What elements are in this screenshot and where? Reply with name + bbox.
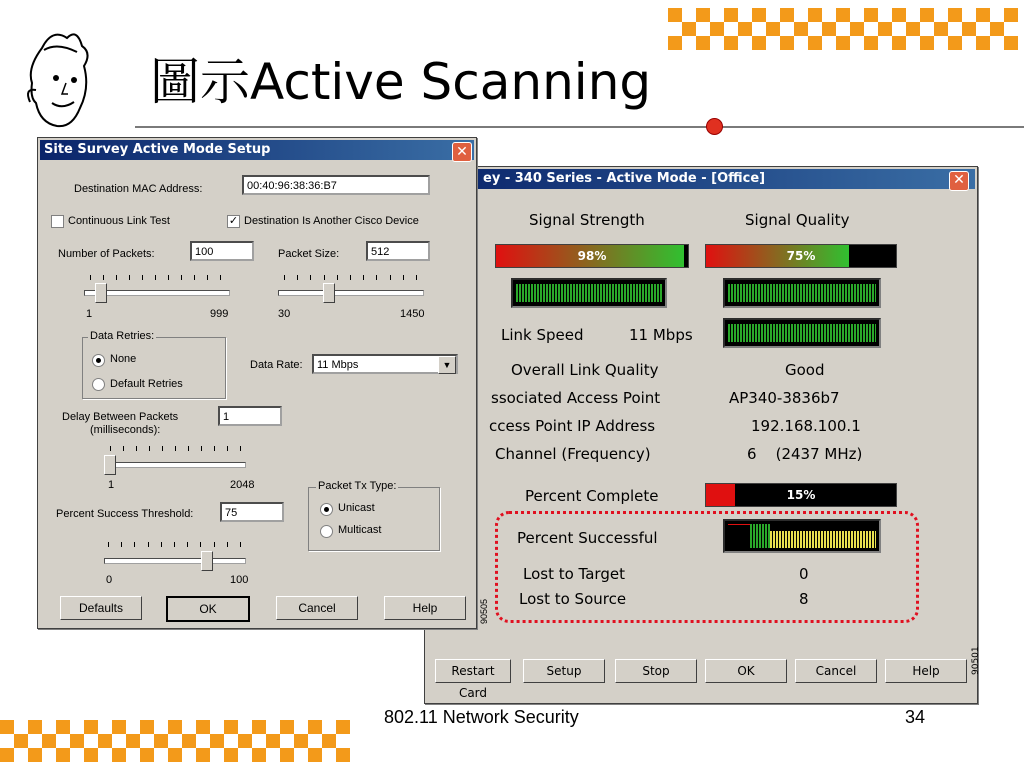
checker-square	[808, 36, 822, 50]
slider-tick	[90, 275, 91, 280]
link-speed-label: Link Speed	[501, 326, 584, 344]
delay-field[interactable]: 1	[218, 406, 282, 426]
packet-size-label: Packet Size:	[278, 248, 340, 260]
checker-square	[238, 734, 252, 748]
setup-button[interactable]: Setup	[523, 659, 605, 683]
checker-square	[878, 22, 892, 36]
restart-card-button[interactable]: Restart Card	[435, 659, 511, 683]
slider-tick	[116, 275, 117, 280]
figure-id-survey: 90501	[971, 646, 981, 675]
percent-complete-bar: 15%	[705, 483, 897, 507]
associated-ap-label: ssociated Access Point	[491, 389, 661, 407]
delay-slider-ticks	[110, 446, 240, 452]
ok-button[interactable]: OK	[166, 596, 250, 622]
slider-tick	[350, 275, 351, 280]
link-speed-meter	[723, 318, 881, 348]
signal-strength-bar: 98%	[495, 244, 689, 268]
cancel-button[interactable]: Cancel	[795, 659, 877, 683]
close-icon[interactable]: ✕	[949, 171, 969, 191]
checker-square	[140, 748, 154, 762]
slide-footer: 802.11 Network Security	[384, 707, 579, 727]
checker-square	[668, 8, 682, 22]
checker-square	[28, 748, 42, 762]
checker-square	[112, 720, 126, 734]
associated-ap-value: AP340-3836b7	[729, 389, 840, 407]
checker-square	[780, 8, 794, 22]
checker-square	[738, 22, 752, 36]
slider-tick	[214, 446, 215, 451]
delay-label-2: (milliseconds):	[90, 424, 161, 436]
setup-titlebar: Site Survey Active Mode Setup	[40, 140, 474, 160]
checker-square	[1004, 36, 1018, 50]
checker-square	[42, 734, 56, 748]
survey-titlebar: ey - 340 Series - Active Mode - [Office]	[427, 169, 975, 189]
checker-square	[906, 22, 920, 36]
ap-ip-label: ccess Point IP Address	[489, 417, 656, 435]
checker-square	[168, 748, 182, 762]
dest-cisco-label: Destination Is Another Cisco Device	[244, 215, 419, 227]
slider-tick	[175, 446, 176, 451]
checker-square	[126, 734, 140, 748]
retries-none-radio[interactable]	[92, 354, 105, 367]
checker-square	[724, 8, 738, 22]
checker-square	[682, 22, 696, 36]
signal-strength-meter	[511, 278, 667, 308]
checker-square	[892, 36, 906, 50]
lost-target-value: 0	[799, 565, 809, 583]
active-mode-window	[424, 166, 981, 704]
checker-square	[808, 8, 822, 22]
signal-quality-label: Signal Quality	[745, 211, 850, 229]
checker-square	[892, 8, 906, 22]
checker-square	[210, 734, 224, 748]
percent-successful-label: Percent Successful	[517, 529, 658, 547]
chevron-down-icon[interactable]: ▼	[438, 356, 456, 374]
tx-type-group	[308, 487, 440, 551]
slider-tick	[363, 275, 364, 280]
threshold-slider-track	[104, 558, 246, 564]
slider-tick	[188, 446, 189, 451]
checker-square	[98, 734, 112, 748]
checker-square	[864, 8, 878, 22]
slider-tick	[168, 275, 169, 280]
checker-square	[780, 36, 794, 50]
checker-square	[948, 36, 962, 50]
checker-square	[266, 734, 280, 748]
checker-square	[294, 734, 308, 748]
signal-quality-meter	[723, 278, 881, 308]
slider-tick	[129, 275, 130, 280]
checker-square	[794, 22, 808, 36]
packets-min-label: 1	[86, 308, 93, 320]
slider-tick	[181, 275, 182, 280]
title-underline	[135, 126, 1024, 128]
help-button[interactable]: Help	[384, 596, 466, 620]
slider-tick	[201, 446, 202, 451]
slider-tick	[142, 275, 143, 280]
help-button[interactable]: Help	[885, 659, 967, 683]
checker-square	[308, 720, 322, 734]
slider-tick	[121, 542, 122, 547]
size-slider-track	[278, 290, 424, 296]
checker-square	[724, 36, 738, 50]
checker-square	[1004, 8, 1018, 22]
percent-successful-meter	[723, 519, 881, 553]
slider-tick	[187, 542, 188, 547]
signal-quality-bar: 75%	[705, 244, 897, 268]
threshold-field[interactable]: 75	[220, 502, 284, 522]
checker-square	[864, 36, 878, 50]
slider-tick	[134, 542, 135, 547]
checker-square	[252, 720, 266, 734]
lost-source-value: 8	[799, 590, 809, 608]
tx-multicast-radio[interactable]	[320, 525, 333, 538]
checker-square	[920, 8, 934, 22]
slider-tick	[110, 446, 111, 451]
data-rate-value: 11 Mbps	[317, 359, 359, 371]
channel-label: Channel (Frequency)	[495, 445, 651, 463]
slider-tick	[194, 275, 195, 280]
checker-square	[668, 36, 682, 50]
checker-square	[280, 748, 294, 762]
packets-slider-thumb[interactable]	[95, 283, 107, 303]
lost-source-label: Lost to Source	[519, 590, 627, 608]
checker-square	[766, 22, 780, 36]
checker-square	[710, 22, 724, 36]
lost-target-label: Lost to Target	[523, 565, 625, 583]
checker-square	[154, 734, 168, 748]
size-min-label: 30	[278, 308, 291, 320]
ap-ip-value: 192.168.100.1	[751, 417, 861, 435]
delay-slider-track	[104, 462, 246, 468]
title-dot	[706, 118, 723, 135]
slider-tick	[207, 275, 208, 280]
checker-square	[336, 720, 350, 734]
slider-tick	[284, 275, 285, 280]
tx-multicast-label: Multicast	[338, 524, 382, 536]
slider-tick	[214, 542, 215, 547]
checker-square	[976, 8, 990, 22]
checker-square	[322, 734, 336, 748]
checker-square	[70, 734, 84, 748]
delay-min-label: 1	[108, 479, 115, 491]
checker-square	[168, 720, 182, 734]
signal-strength-label: Signal Strength	[529, 211, 645, 229]
slider-tick	[174, 542, 175, 547]
slider-tick	[227, 542, 228, 547]
tx-unicast-radio[interactable]	[320, 503, 333, 516]
slider-tick	[297, 275, 298, 280]
dest-cisco-checkbox[interactable]: ✓	[228, 215, 239, 227]
checker-square	[252, 748, 266, 762]
checker-square	[196, 720, 210, 734]
delay-max-label: 2048	[230, 479, 255, 491]
overall-quality-value: Good	[785, 361, 825, 379]
size-max-label: 1450	[400, 308, 425, 320]
checker-square	[196, 748, 210, 762]
slider-tick	[103, 275, 104, 280]
retries-default-radio[interactable]	[92, 378, 105, 391]
num-packets-field[interactable]: 100	[190, 241, 254, 261]
cancel-button[interactable]: Cancel	[276, 596, 358, 620]
checker-square	[948, 8, 962, 22]
threshold-max-label: 100	[230, 574, 249, 586]
slider-tick	[240, 446, 241, 451]
packets-max-label: 999	[210, 308, 229, 320]
slider-tick	[220, 275, 221, 280]
channel-value: 6 (2437 MHz)	[747, 445, 863, 463]
checker-square	[14, 734, 28, 748]
checker-bottom-left	[0, 720, 350, 768]
slider-tick	[227, 446, 228, 451]
checker-square	[696, 8, 710, 22]
checker-square	[752, 36, 766, 50]
delay-slider-thumb[interactable]	[104, 455, 116, 475]
slider-tick	[200, 542, 201, 547]
slider-tick	[108, 542, 109, 547]
checker-square	[0, 720, 14, 734]
threshold-slider-thumb[interactable]	[201, 551, 213, 571]
threshold-min-label: 0	[106, 574, 113, 586]
page-number: 34	[905, 707, 926, 727]
size-slider-thumb[interactable]	[323, 283, 335, 303]
setup-dialog	[37, 137, 489, 629]
slider-tick	[123, 446, 124, 451]
slider-tick	[403, 275, 404, 280]
checker-square	[962, 22, 976, 36]
checker-square	[182, 734, 196, 748]
checker-square	[280, 720, 294, 734]
tx-unicast-label: Unicast	[338, 502, 375, 514]
checker-square	[84, 720, 98, 734]
slider-tick	[376, 275, 377, 280]
checker-square	[112, 748, 126, 762]
dest-mac-field[interactable]: 00:40:96:38:36:B7	[242, 175, 430, 195]
threshold-label: Percent Success Threshold:	[56, 508, 194, 520]
continuous-link-checkbox[interactable]	[51, 215, 64, 228]
slider-tick	[416, 275, 417, 280]
packets-slider-ticks	[90, 275, 220, 281]
checker-square	[56, 720, 70, 734]
tx-type-label: Packet Tx Type:	[318, 480, 397, 492]
data-rate-select[interactable]	[312, 354, 458, 374]
checker-square	[28, 720, 42, 734]
size-slider-ticks	[284, 275, 416, 281]
checker-square	[752, 8, 766, 22]
threshold-slider-ticks	[108, 542, 240, 548]
slider-tick	[240, 542, 241, 547]
close-icon[interactable]: ✕	[452, 142, 472, 162]
checker-square	[822, 22, 836, 36]
slider-tick	[149, 446, 150, 451]
checker-square	[976, 36, 990, 50]
retries-default-label: Default Retries	[110, 378, 183, 390]
checker-square	[224, 720, 238, 734]
checker-square	[140, 720, 154, 734]
checker-square	[696, 36, 710, 50]
checker-square	[990, 22, 1004, 36]
cartoon-face-icon	[22, 28, 102, 138]
num-packets-label: Number of Packets:	[58, 248, 155, 260]
slider-tick	[390, 275, 391, 280]
stop-button[interactable]: Stop	[615, 659, 697, 683]
slider-tick	[324, 275, 325, 280]
checker-top-right	[668, 8, 1024, 48]
slider-tick	[162, 446, 163, 451]
continuous-link-label: Continuous Link Test	[68, 215, 170, 227]
slider-tick	[155, 275, 156, 280]
checker-square	[836, 36, 850, 50]
link-speed-value: 11 Mbps	[629, 326, 693, 344]
checker-square	[84, 748, 98, 762]
figure-id-setup: 90505	[479, 598, 489, 624]
checker-square	[836, 8, 850, 22]
percent-complete-label: Percent Complete	[525, 487, 659, 505]
overall-quality-label: Overall Link Quality	[511, 361, 659, 379]
ok-button[interactable]: OK	[705, 659, 787, 683]
retries-none-label: None	[110, 353, 137, 365]
checker-square	[336, 748, 350, 762]
packet-size-field[interactable]: 512	[366, 241, 430, 261]
slider-tick	[136, 446, 137, 451]
data-rate-label: Data Rate:	[250, 359, 303, 371]
slide-title: 圖示Active Scanning	[150, 53, 652, 111]
checker-square	[0, 748, 14, 762]
checker-square	[224, 748, 238, 762]
checker-square	[920, 36, 934, 50]
slider-tick	[310, 275, 311, 280]
checker-square	[850, 22, 864, 36]
slider-tick	[337, 275, 338, 280]
defaults-button[interactable]: Defaults	[60, 596, 142, 620]
data-retries-label: Data Retries:	[90, 330, 155, 342]
dest-mac-label: Destination MAC Address:	[74, 183, 203, 195]
checker-square	[56, 748, 70, 762]
checker-square	[308, 748, 322, 762]
slider-tick	[161, 542, 162, 547]
checker-square	[934, 22, 948, 36]
delay-label-1: Delay Between Packets	[62, 411, 179, 423]
slider-tick	[148, 542, 149, 547]
